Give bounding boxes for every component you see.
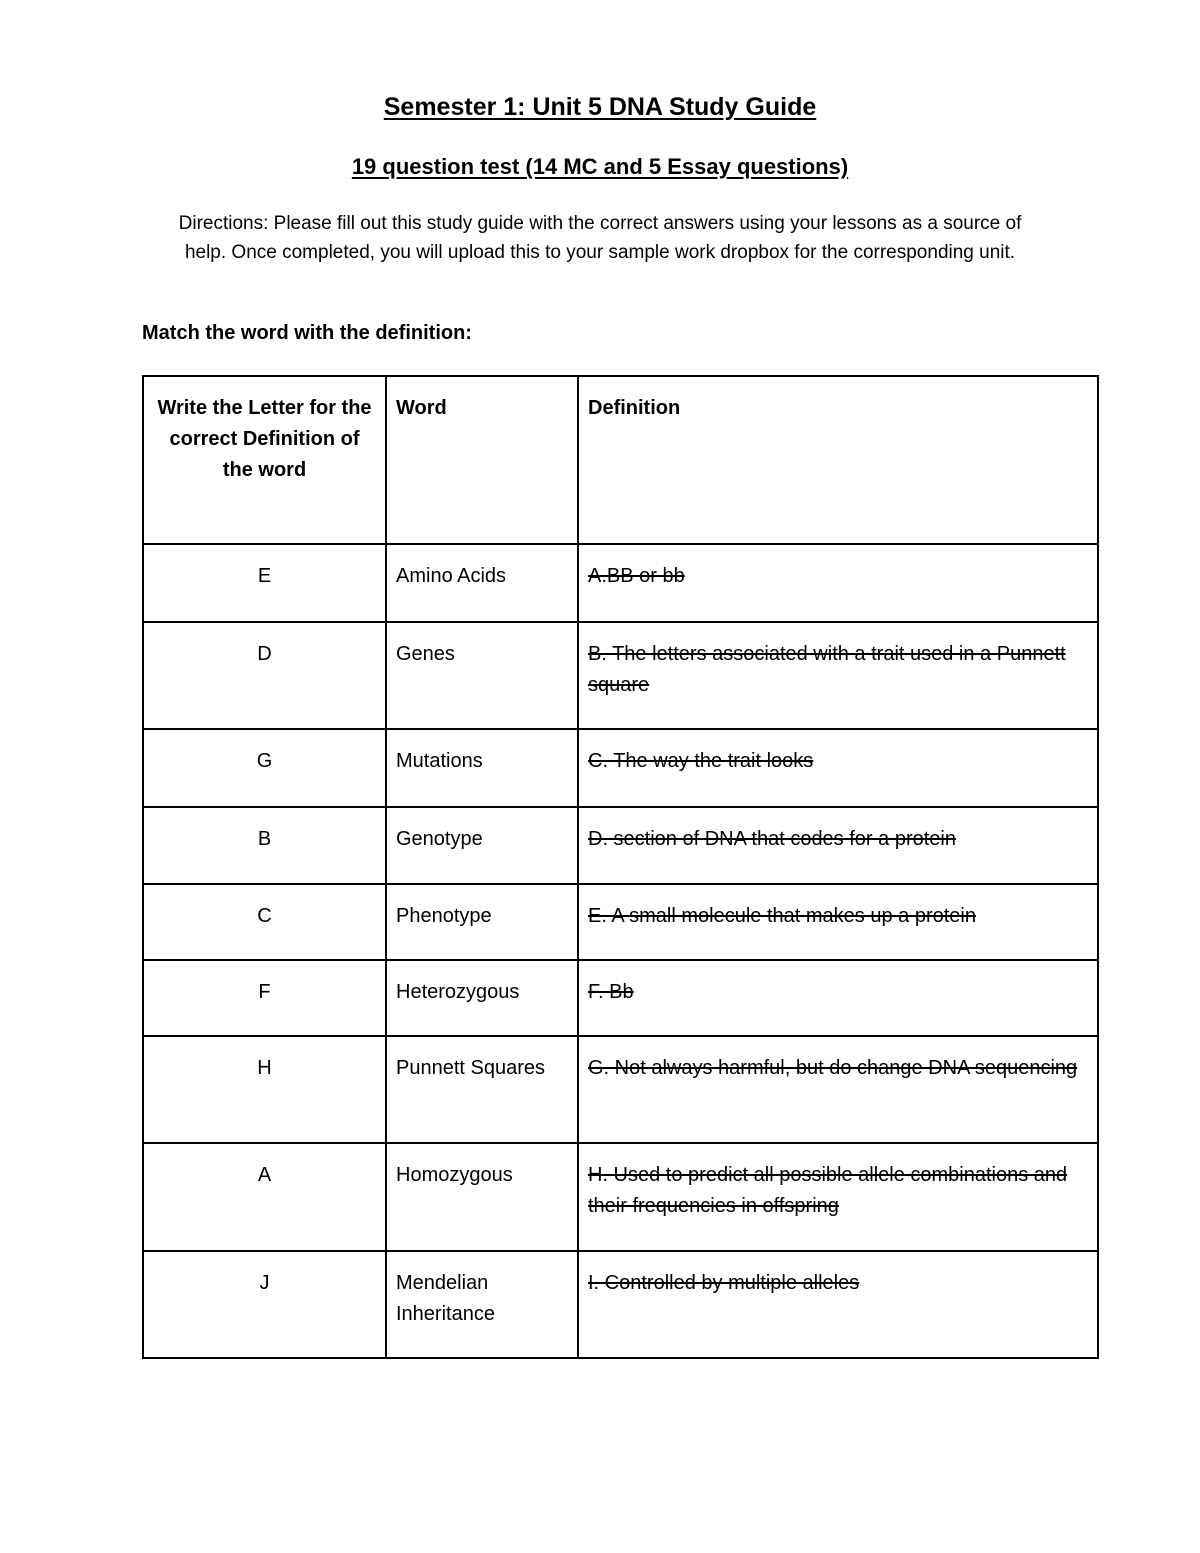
header-definition: Definition (578, 376, 1098, 544)
definition-cell: G. Not always harmful, but do change DNA sequencing (578, 1036, 1098, 1143)
matching-table (142, 375, 1099, 1359)
table-row (143, 622, 1098, 729)
table-row (143, 544, 1098, 622)
definition-cell: B. The letters associated with a trait used in a Punnett square (578, 622, 1098, 729)
header-letter: Write the Letter for the correct Definition of the word (143, 376, 386, 544)
answer-letter-cell: D (143, 622, 386, 729)
word-cell: Punnett Squares (386, 1036, 578, 1143)
page-title: Semester 1: Unit 5 DNA Study Guide (383, 93, 817, 121)
answer-letter-cell: F (143, 960, 386, 1036)
table-row (143, 1143, 1098, 1251)
answer-letter-cell: H (143, 1036, 386, 1143)
word-cell: Amino Acids (386, 544, 578, 622)
definition-cell: F. Bb (578, 960, 1098, 1036)
definition-cell: E. A small molecule that makes up a protein (578, 884, 1098, 960)
word-cell: Genes (386, 622, 578, 729)
word-cell: Mendelian Inheritance (386, 1251, 578, 1358)
word-cell: Phenotype (386, 884, 578, 960)
section-heading: Match the word with the definition: (142, 322, 472, 344)
answer-letter-cell: J (143, 1251, 386, 1358)
answer-letter-cell: B (143, 807, 386, 884)
definition-cell: A.BB or bb (578, 544, 1098, 622)
table-row (143, 1036, 1098, 1143)
word-cell: Genotype (386, 807, 578, 884)
table-header-row (143, 376, 1098, 544)
answer-letter-cell: G (143, 729, 386, 807)
answer-letter-cell: A (143, 1143, 386, 1251)
header-word: Word (386, 376, 578, 544)
table-row (143, 1251, 1098, 1358)
answer-letter-cell: C (143, 884, 386, 960)
definition-cell: C. The way the trait looks (578, 729, 1098, 807)
directions-text: Directions: Please fill out this study guide with the correct answers using your lessons as a source of help. Once completed, you will upload this to your sample work dropbox for the corresponding unit. (178, 213, 1022, 263)
definition-cell: H. Used to predict all possible allele combinations and their frequencies in offspring (578, 1143, 1098, 1251)
answer-letter-cell: E (143, 544, 386, 622)
definition-cell: D. section of DNA that codes for a protein (578, 807, 1098, 884)
definition-cell: I. Controlled by multiple alleles (578, 1251, 1098, 1358)
table-row (143, 807, 1098, 884)
table-row (143, 729, 1098, 807)
table-row (143, 884, 1098, 960)
word-cell: Mutations (386, 729, 578, 807)
word-cell: Heterozygous (386, 960, 578, 1036)
test-summary: 19 question test (14 MC and 5 Essay questions) (351, 154, 849, 179)
word-cell: Homozygous (386, 1143, 578, 1251)
table-row (143, 960, 1098, 1036)
